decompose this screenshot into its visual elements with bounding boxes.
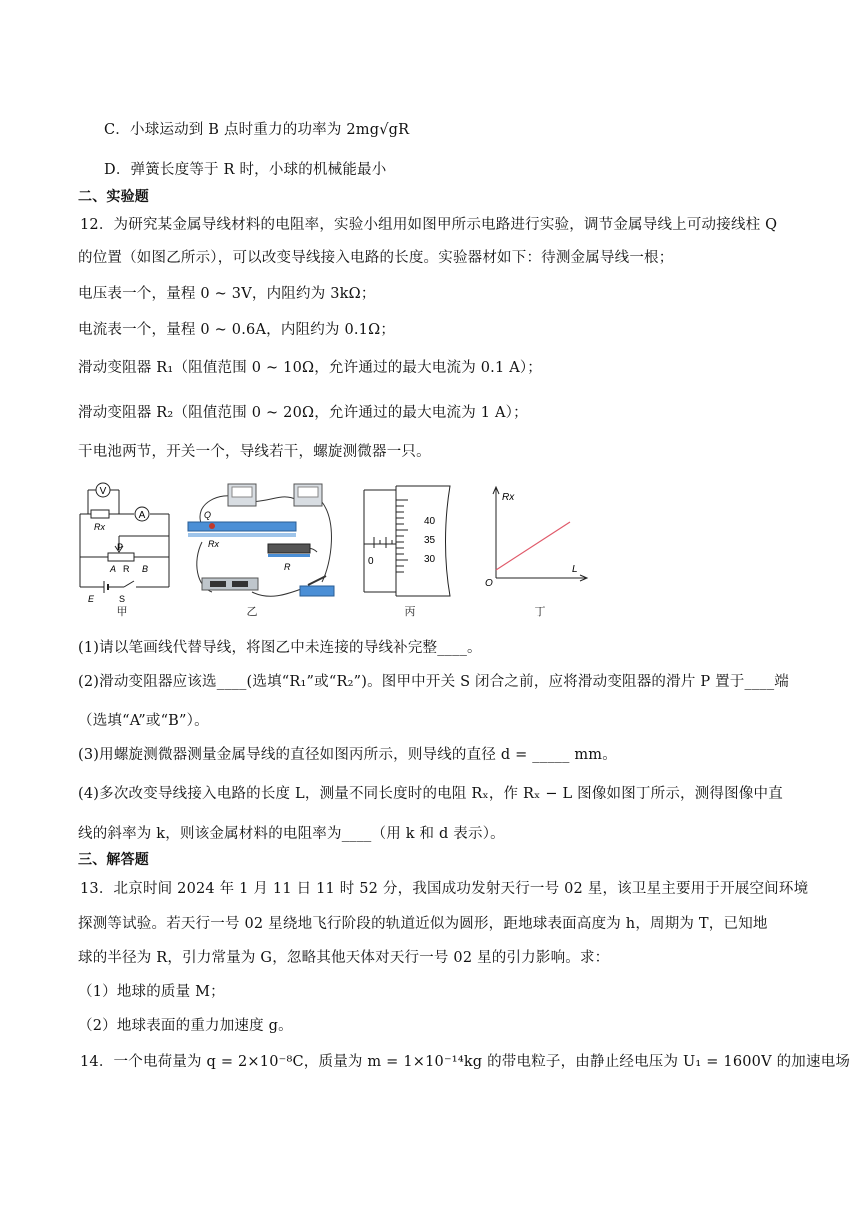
section-heading-experiment: 二、实验题 <box>78 189 149 205</box>
figure-bing-micrometer <box>360 482 460 618</box>
figure-jia-circuit <box>74 482 174 618</box>
q13-part-1: （1）地球的质量 M； <box>78 984 225 1000</box>
xlabel-l: L <box>572 564 578 575</box>
q12-part-4: (4)多次改变导线接入电路的长度 L，测量不同长度时的电阻 Rₓ，作 Rₓ − L 图像如图丁所示，测得图像中直 <box>78 786 783 802</box>
rx-l-line <box>496 522 570 570</box>
q13-line-2: 探测等试验。若天行一号 02 星绕地飞行阶段的轨道近似为圆形，距地球表面高度为 h，周期为 T，已知地 <box>78 916 768 932</box>
label-s: S <box>119 594 126 604</box>
q12-line-2: 的位置（如图乙所示），可以改变导线接入电路的长度。实验器材如下：待测金属导线一根； <box>78 250 674 266</box>
q12-line-6: 滑动变阻器 R₂（阻值范围 0 ~ 20Ω，允许通过的最大电流为 1 A）； <box>78 405 528 421</box>
meter-v-label: V <box>99 486 107 497</box>
origin-o: O <box>485 578 493 589</box>
label-e: E <box>88 594 95 604</box>
q12-line-5: 滑动变阻器 R₁（阻值范围 0 ~ 10Ω，允许通过的最大电流为 0.1 A）； <box>78 360 543 376</box>
label-r-yi: R <box>284 562 291 572</box>
tick-30: 30 <box>424 554 436 565</box>
q12-part-1: (1)请以笔画线代替导线，将图乙中未连接的导线补完整____。 <box>78 640 482 656</box>
label-b: B <box>142 564 149 574</box>
q12-part-2-cont: （选填“A”或“B”）。 <box>78 713 209 729</box>
figure-yi-apparatus <box>182 482 342 618</box>
label-p: P <box>117 542 124 552</box>
tick-40: 40 <box>424 516 436 527</box>
caption-bing: 丙 <box>404 606 416 618</box>
option-d: D．弹簧长度等于 R 时，小球的机械能最小 <box>104 162 387 178</box>
option-c: C．小球运动到 B 点时重力的功率为 2mg√gR <box>104 122 410 138</box>
label-q: Q <box>204 510 212 520</box>
q14-line-1: 14．一个电荷量为 q = 2×10⁻⁸C，质量为 m = 1×10⁻¹⁴kg 的带电粒子，由静止经电压为 U₁ = 1600V 的加速电场 <box>80 1054 851 1070</box>
q12-line-4: 电流表一个，量程 0 ~ 0.6A，内阻约为 0.1Ω； <box>78 322 396 338</box>
q13-line-1: 13．北京时间 2024 年 1 月 11 日 11 时 52 分，我国成功发射天行一号 02 星，该卫星主要用于开展空间环境 <box>80 881 809 897</box>
ylabel-rx: Rx <box>502 492 515 503</box>
section-heading-answers: 三、解答题 <box>78 852 149 868</box>
label-a: A <box>110 564 117 574</box>
q12-line-7: 干电池两节，开关一个，导线若干，螺旋测微器一只。 <box>78 444 431 460</box>
q12-part-4-cont: 线的斜率为 k，则该金属材料的电阻率为____（用 k 和 d 表示）。 <box>78 826 505 842</box>
q12-line-1: 12．为研究某金属导线材料的电阻率，实验小组用如图甲所示电路进行实验，调节金属导线上可动接线柱 Q <box>80 217 778 233</box>
q13-line-3: 球的半径为 R，引力常量为 G，忽略其他天体对天行一号 02 星的引力影响。求： <box>78 950 610 966</box>
caption-yi: 乙 <box>246 606 258 618</box>
q12-line-3: 电压表一个，量程 0 ~ 3V，内阻约为 3kΩ； <box>78 286 376 302</box>
q13-part-2: （2）地球表面的重力加速度 g。 <box>78 1018 293 1034</box>
tick-0: 0 <box>368 556 374 567</box>
figure-ding-graph <box>482 482 592 618</box>
caption-jia: 甲 <box>116 606 128 618</box>
q12-part-3: (3)用螺旋测微器测量金属导线的直径如图丙所示，则导线的直径 d = _____ mm。 <box>78 747 617 763</box>
label-rx-yi: Rx <box>208 539 219 549</box>
tick-35: 35 <box>424 535 436 546</box>
caption-ding: 丁 <box>534 606 546 618</box>
q12-part-2: (2)滑动变阻器应该选____(选填“R₁”或“R₂”)。图甲中开关 S 闭合之前，应将滑动变阻器的滑片 P 置于____端 <box>78 674 789 690</box>
label-rx: Rx <box>94 522 105 532</box>
meter-a-label: A <box>138 510 146 521</box>
label-r: R <box>123 564 130 574</box>
